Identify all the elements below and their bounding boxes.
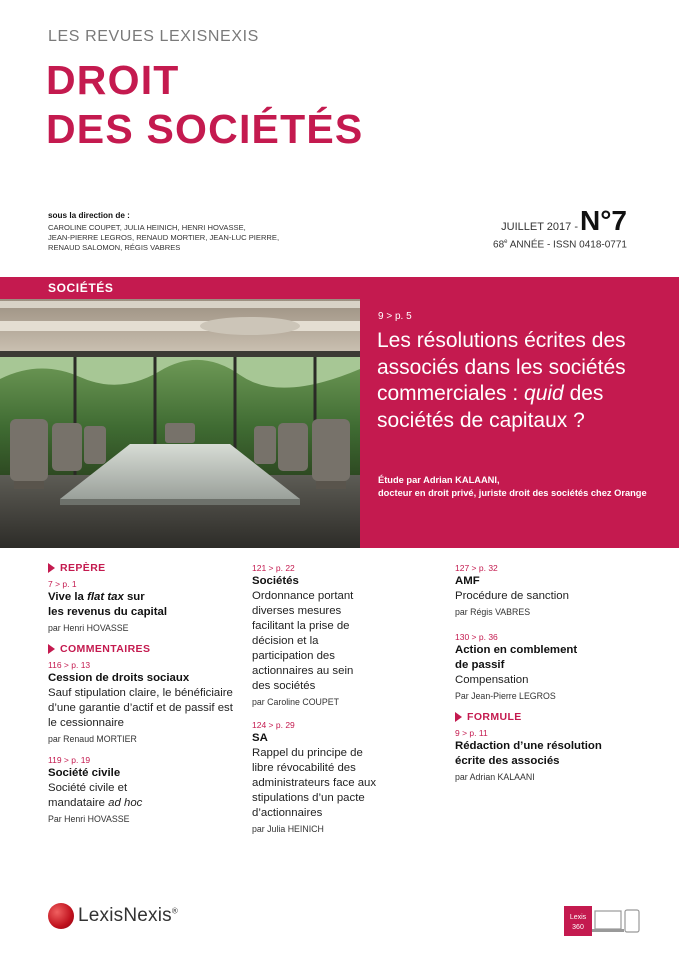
direction-names-2: JEAN-PIERRE LEGROS, RENAUD MORTIER, JEAN-LUC PIERRE, (48, 233, 280, 242)
direction-names-3: RENAUD SALOMON, RÉGIS VABRES (48, 243, 181, 252)
lexisnexis-logo-icon (48, 903, 74, 929)
article-author: Par Henri HOVASSE (48, 814, 130, 824)
triangle-bullet-icon (48, 644, 55, 654)
title-line-2: DES SOCIÉTÉS (46, 106, 364, 152)
lead-article-author: Étude par Adrian KALAANI, docteur en droit privé, juriste droit des sociétés chez Orange (378, 475, 647, 498)
article-ref: 127 > p. 32 (455, 563, 498, 573)
rubric-commentaires: COMMENTAIRES (48, 643, 238, 655)
article-item[interactable] (455, 562, 655, 619)
article-item[interactable] (48, 578, 238, 635)
article-item[interactable] (48, 659, 238, 746)
article-ref: 119 > p. 19 (48, 755, 91, 765)
triangle-bullet-icon (48, 563, 55, 573)
logo-text: LexisNexis® (78, 905, 178, 926)
contents-column-1 (48, 562, 238, 834)
rubric-repere: REPÈRE (48, 562, 238, 574)
issue-number: N°7 (580, 205, 627, 236)
rubric-formule: FORMULE (455, 711, 655, 723)
article-desc: Procédure de sanction (455, 590, 569, 602)
article-title: Rédaction d’une résolution écrite des associés (455, 740, 602, 767)
article-desc: Ordonnance portant diverses mesures facilitant la prise de décision et la participation des actionnaires au sein des sociétés (252, 590, 354, 692)
laptop-icon (595, 911, 621, 929)
lexis-360-badge (564, 906, 644, 936)
article-ref: 9 > p. 11 (455, 728, 488, 738)
section-label: SOCIÉTÉS (48, 281, 114, 295)
badge-text-2: 360 (572, 924, 584, 931)
direction-label: sous la direction de : (48, 211, 130, 220)
journal-title (46, 56, 363, 154)
article-title: Sociétés (252, 575, 299, 587)
article-ref: 130 > p. 36 (455, 632, 498, 642)
article-author: par Julia HEINICH (252, 824, 324, 834)
article-desc: Compensation (455, 674, 529, 686)
series-name: LES REVUES LEXISNEXIS (48, 28, 259, 45)
article-ref: 116 > p. 13 (48, 660, 91, 670)
article-title: AMF (455, 575, 480, 587)
lexisnexis-logo (48, 903, 178, 929)
article-item[interactable] (252, 562, 442, 709)
article-ref: 7 > p. 1 (48, 579, 77, 589)
article-title: Vive la flat tax sur les revenus du capital (48, 591, 168, 618)
article-author: par Adrian KALAANI (455, 772, 535, 782)
contents-column-2 (252, 562, 442, 844)
article-ref: 121 > p. 22 (252, 563, 295, 573)
article-item[interactable] (455, 631, 655, 703)
triangle-bullet-icon (455, 712, 462, 722)
direction-names-1: CAROLINE COUPET, JULIA HEINICH, HENRI HOVASSE, (48, 223, 246, 232)
article-item[interactable] (455, 727, 655, 784)
contents-column-3 (455, 562, 655, 792)
article-ref: 124 > p. 29 (252, 720, 295, 730)
section-tag (0, 277, 679, 299)
article-author: par Régis VABRES (455, 607, 531, 617)
editorial-direction (48, 211, 298, 253)
article-desc: Sauf stipulation claire, le bénéficiaire d’une garantie d’actif et de passif est le cessionnaire (48, 687, 233, 729)
issue-date: JUILLET 2017 - (501, 221, 578, 233)
cover-photo (0, 299, 360, 548)
tablet-icon (625, 910, 639, 932)
article-author: Par Jean-Pierre LEGROS (455, 691, 556, 701)
article-item[interactable] (48, 754, 238, 826)
article-title: Action en comblement de passif (455, 644, 578, 671)
issue-year-issn: 68e ANNÉE - ISSN 0418-0771 (493, 239, 627, 251)
issue-info (493, 205, 627, 250)
article-author: par Caroline COUPET (252, 697, 340, 707)
article-author: par Henri HOVASSE (48, 623, 129, 633)
article-title: Cession de droits sociaux (48, 672, 190, 684)
lead-article-title[interactable]: Les résolutions écrites des associés dans les sociétés commerciales : quid des sociétés de capitaux ? (377, 329, 626, 432)
lead-article-ref: 9 > p. 5 (378, 311, 412, 322)
article-desc: Société civile et mandataire ad hoc (48, 782, 143, 809)
article-title: Société civile (48, 767, 121, 779)
badge-text-1: Lexis (569, 914, 587, 921)
title-line-1: DROIT (46, 57, 180, 103)
boardroom-illustration (0, 299, 360, 548)
article-desc: Rappel du principe de libre révocabilité des administrateurs face aux stipulations d’un pacte d’actionnaires (252, 747, 377, 819)
article-item[interactable] (252, 719, 442, 836)
article-author: par Renaud MORTIER (48, 734, 137, 744)
article-title: SA (252, 732, 268, 744)
